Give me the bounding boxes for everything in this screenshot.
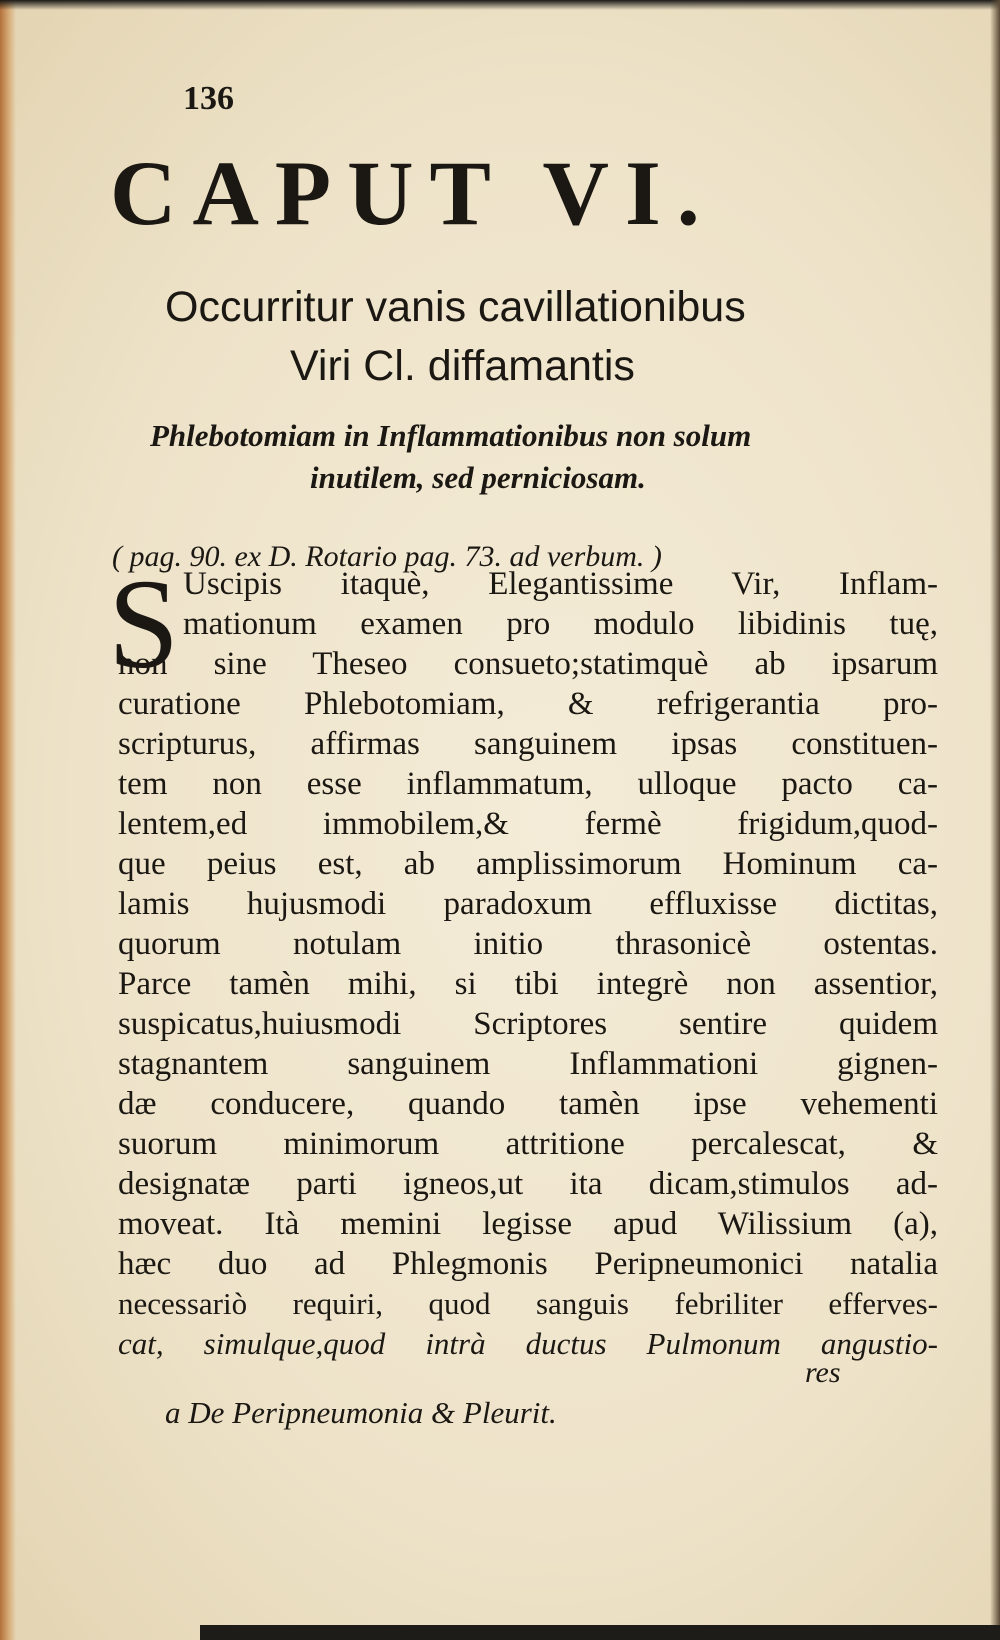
body-line-2: mationum examen pro modulo libidinis tuę, xyxy=(183,606,938,642)
body-line-20: cat, simulque,quod intrà ductus Pulmonum angustio- xyxy=(118,1326,938,1361)
body-line-6: tem non esse inflammatum, ulloque pacto ca- xyxy=(118,766,938,802)
body-line-3: non sine Theseo consueto;statimquè ab ipsarum xyxy=(118,646,938,682)
page-top-edge xyxy=(0,0,1000,10)
body-line-7: lentem,ed immobilem,& fermè frigidum,quod- xyxy=(118,806,938,842)
body-line-8: que peius est, ab amplissimorum Hominum ca- xyxy=(118,846,938,882)
body-line-9: lamis hujusmodi paradoxum effluxisse dictitas, xyxy=(118,886,938,922)
body-line-10: quorum notulam initio thrasonicè ostentas. xyxy=(118,926,938,962)
body-line-19: necessariò requiri, quod sanguis febriliter efferves- xyxy=(118,1286,938,1321)
chapter-subtitle-line-1: Occurritur vanis cavillationibus xyxy=(165,283,746,331)
citation-line: ( pag. 90. ex D. Rotario pag. 73. ad verbum. ) xyxy=(112,540,662,573)
page-left-edge xyxy=(0,0,16,1640)
chapter-title: CAPUT VI. xyxy=(110,142,716,244)
drop-cap: S xyxy=(108,553,180,695)
page-right-edge xyxy=(990,0,1000,1640)
page-number: 136 xyxy=(183,80,234,117)
chapter-subtitle-line-2: Viri Cl. diffamantis xyxy=(290,342,635,390)
body-line-12: suspicatus,huiusmodi Scriptores sentire quidem xyxy=(118,1006,938,1042)
bottom-shadow-bar xyxy=(200,1625,1000,1640)
body-line-5: scripturus, affirmas sanguinem ipsas constituen- xyxy=(118,726,938,762)
body-line-11: Parce tamèn mihi, si tibi integrè non assentior, xyxy=(118,966,938,1002)
catchword: res xyxy=(805,1356,841,1389)
body-line-13: stagnantem sanguinem Inflammationi gignen- xyxy=(118,1046,938,1082)
body-line-17: moveat. Ità memini legisse apud Wilissium (a), xyxy=(118,1206,938,1242)
footnote: a De Peripneumonia & Pleurit. xyxy=(165,1395,557,1430)
body-line-16: designatæ parti igneos,ut ita dicam,stimulos ad- xyxy=(118,1166,938,1202)
body-line-14: dæ conducere, quando tamèn ipse vehementi xyxy=(118,1086,938,1122)
body-line-15: suorum minimorum attritione percalescat, & xyxy=(118,1126,938,1162)
body-line-1: Uscipis itaquè, Elegantissime Vir, Inflam- xyxy=(183,566,938,602)
body-line-18: hæc duo ad Phlegmonis Peripneumonici natalia xyxy=(118,1246,938,1282)
body-line-4: curatione Phlebotomiam, & refrigerantia pro- xyxy=(118,686,938,722)
chapter-subtitle-line-3: Phlebotomiam in Inflammationibus non solum xyxy=(150,418,752,453)
chapter-subtitle-line-4: inutilem, sed perniciosam. xyxy=(310,460,646,495)
